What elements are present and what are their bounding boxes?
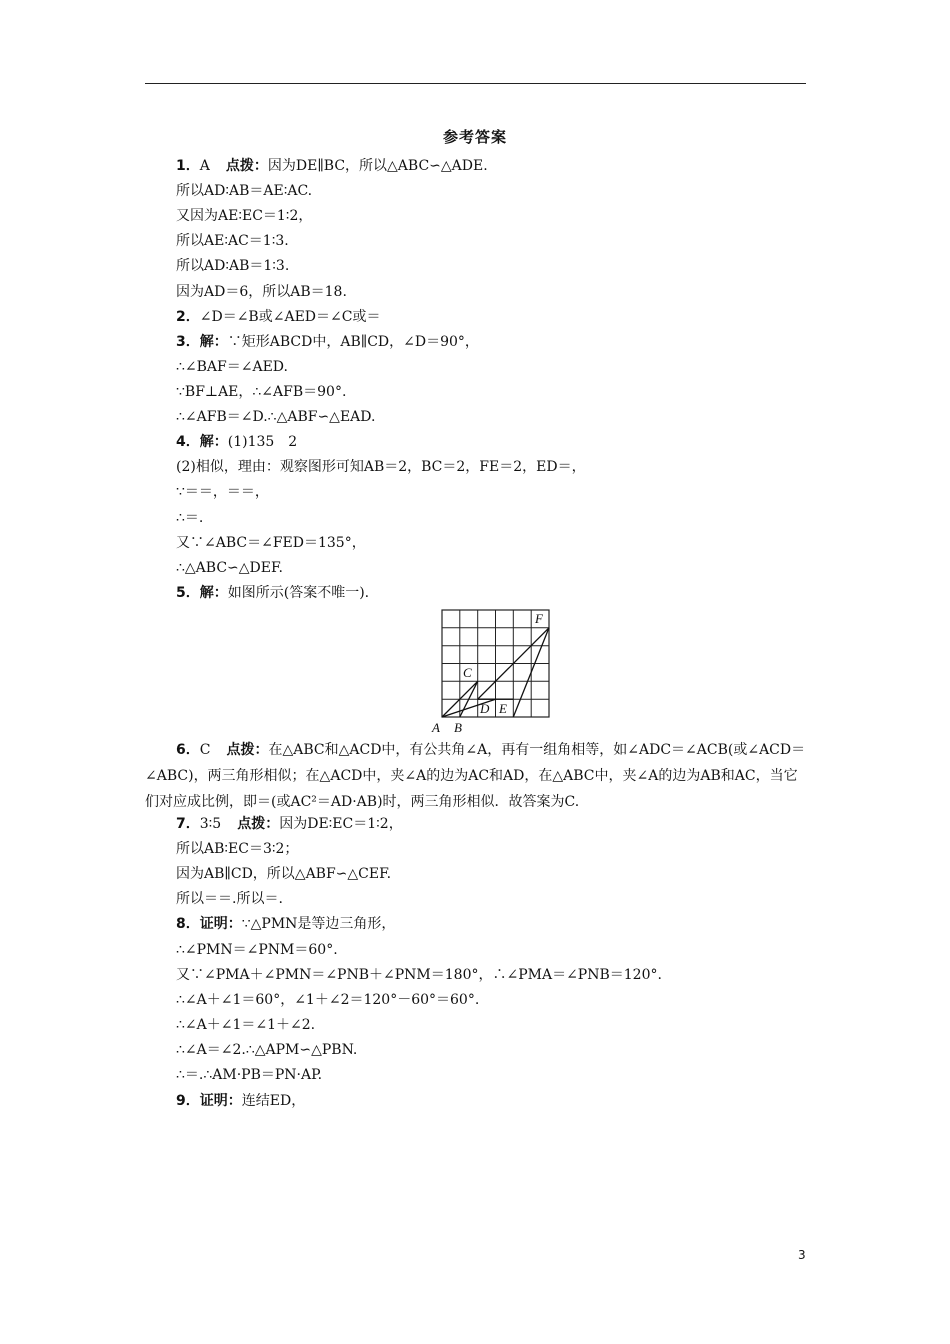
text-line: 又∵∠PMA＋∠PMN＝∠PNB＋∠PNM＝180°，∴∠PMA＝∠PNB＝120°.	[176, 967, 662, 983]
text-line: ∴＝.	[176, 510, 204, 526]
answer-4: 4．解：(1)135 2	[176, 434, 298, 450]
text-line: ∴∠A＋∠1＝60°，∠1＋∠2＝120°－60°＝60°.	[176, 992, 480, 1008]
answer-9: 9．证明：连结ED，	[176, 1093, 306, 1109]
label-D: D	[480, 701, 490, 716]
text-line: 所以AD∶AB＝AE∶AC.	[176, 183, 313, 199]
text-line: ∴∠PMN＝∠PNM＝60°.	[176, 942, 338, 958]
text-line: 所以AD∶AB＝1∶3.	[176, 258, 290, 274]
text-line: 所以＝＝.所以＝.	[176, 891, 283, 907]
text-line: ∴∠AFB＝∠D.∴△ABF∽△EAD.	[176, 409, 376, 425]
answer-7: 7．3∶5 点拨：因为DE∶EC＝1∶2，	[176, 816, 403, 832]
label-C: C	[463, 665, 472, 680]
text-line: ∵BF⊥AE，∴∠AFB＝90°.	[176, 384, 347, 400]
text-line: ∴∠A＋∠1＝∠1＋∠2.	[176, 1017, 316, 1033]
answer-2: 2．∠D＝∠B或∠AED＝∠C或＝	[176, 309, 381, 325]
text-line: ∴△ABC∽△DEF.	[176, 560, 283, 576]
text-line: ∵＝＝，＝＝，	[176, 484, 269, 500]
text-line: 所以AB∶EC＝3∶2；	[176, 841, 299, 857]
grid-figure	[430, 606, 560, 736]
text-line: ∴∠BAF＝∠AED.	[176, 359, 288, 375]
answer-5: 5．解：如图所示(答案不唯一).	[176, 585, 370, 601]
answer-1: 1．A 点拨：因为DE∥BC，所以△ABC∽△ADE.	[176, 158, 488, 174]
answer-3: 3．解：∵矩形ABCD中，AB∥CD，∠D＝90°，	[176, 334, 479, 350]
text-line: ∴＝.∴AM·PB＝PN·AP.	[176, 1067, 323, 1083]
text-line: 所以AE∶AC＝1∶3.	[176, 233, 289, 249]
label-A: A	[432, 720, 440, 735]
header-rule	[145, 83, 806, 84]
answer-6: 6．C 点拨：在△ABC和△ACD中，有公共角∠A，再有一组角相等，如∠ADC＝∠ACB(或∠ACD＝∠ABC)，两三角形相似；在△ACD中，夹∠A的边为AC和AD，在△ABC中，夹∠A的边为AB和AC，当它们对应成比例，即＝(或AC²＝AD·AB)时，两三角形相似．故答案为C.	[145, 742, 806, 810]
text-line: (2)相似，理由：观察图形可知AB＝2，BC＝2，FE＝2，ED＝，	[176, 459, 586, 475]
answer-8: 8．证明：∵△PMN是等边三角形，	[176, 916, 396, 932]
text-line: 又因为AE∶EC＝1∶2，	[176, 208, 313, 224]
text-line: ∴∠A＝∠2.∴△APM∽△PBN.	[176, 1042, 358, 1058]
text-line: 因为AD＝6，所以AB＝18.	[176, 284, 347, 300]
page-number: 3	[798, 1248, 806, 1262]
text-line: 又∵∠ABC＝∠FED＝135°，	[176, 535, 366, 551]
text-line: 因为AB∥CD，所以△ABF∽△CEF.	[176, 866, 392, 882]
label-F: F	[535, 611, 543, 626]
page-title: 参考答案	[442, 128, 507, 146]
label-E: E	[499, 701, 507, 716]
label-B: B	[454, 720, 462, 735]
